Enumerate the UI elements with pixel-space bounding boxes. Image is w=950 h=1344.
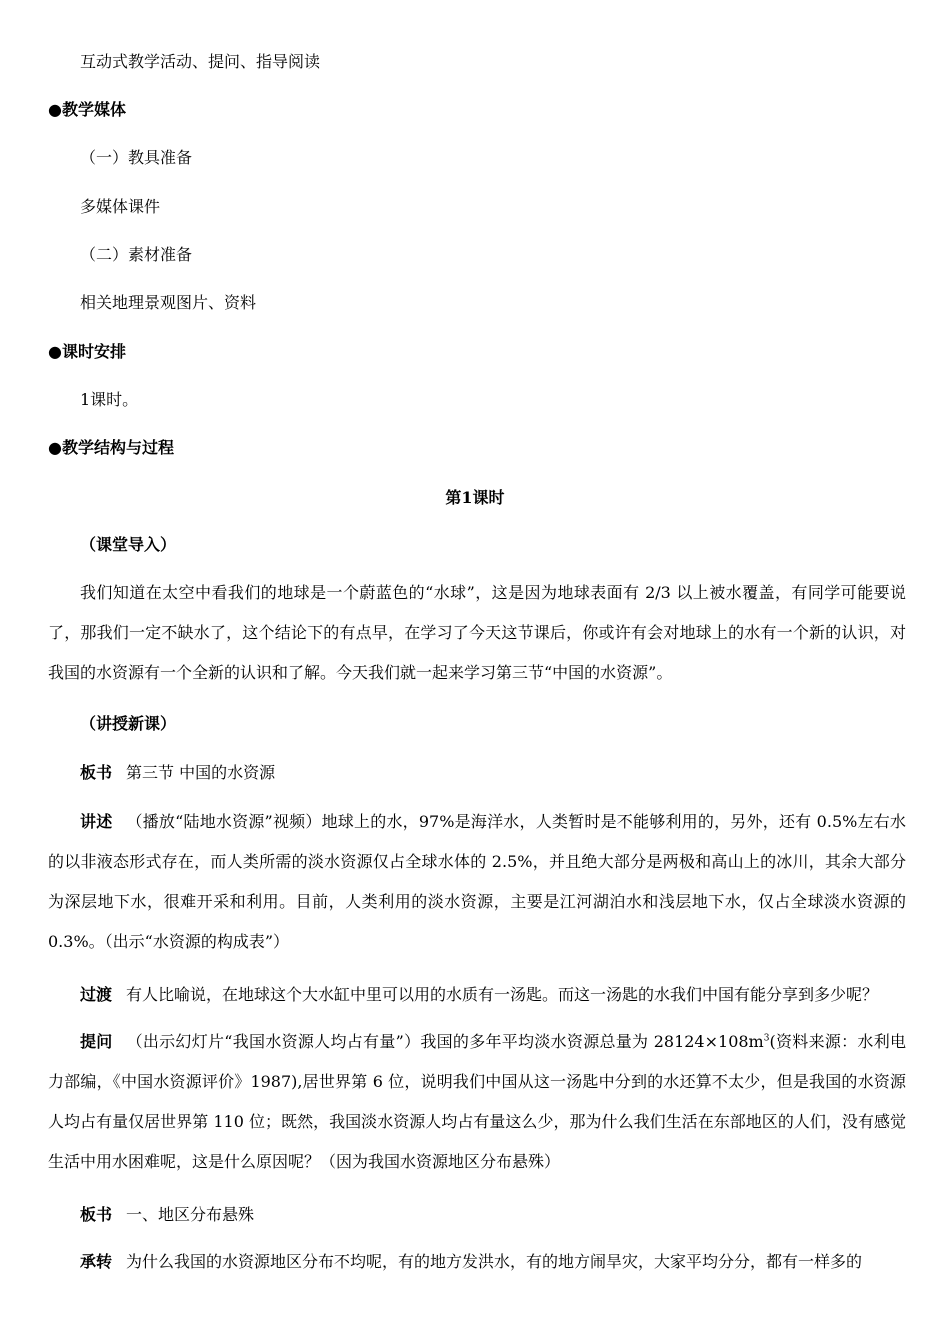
narration-text: （播放“陆地水资源”视频）地球上的水，97%是海洋水，人类暂时是不能够利用的，另外，还有 0.5%左右水的以非液态形式存在，而人类所需的淡水资源仅占全球水体的 2.5%，并且绝大部分是两极和高山上的冰川，其余大部分为深层地下水，很难开采和利用。目前，人类利用的淡水资源，主要是江河湖泊水和浅层地下水，仅占全球淡水资源的 0.3%。（出示“水资源的构成表”） (48, 812, 906, 951)
connect-paragraph (48, 1242, 906, 1282)
question-text-b: (资料来源：水利电力部编，《中国水资源评价》1987),居世界第 6 位，说明我们中国从这一汤匙中分到的水还算不太少，但是我国的水资源人均占有量仅居世界第 110 位；既然，我国淡水资源人均占有量这么少，那为什么我们生活在东部地区的人们，没有感觉生活中用水困难呢，这是什么原因呢？（因为我国水资源地区分布悬殊） (48, 1032, 906, 1171)
transition-keyword: 过渡 (80, 985, 113, 1004)
board-text-2: 一、地区分布悬殊 (126, 1205, 255, 1224)
materials-item: 相关地理景观图片、资料 (80, 293, 257, 312)
connect-text: 为什么我国的水资源地区分布不均呢，有的地方发洪水，有的地方闹旱灾，大家平均分分，都有一样多的 (126, 1252, 863, 1271)
question-paragraph (48, 1022, 906, 1182)
connect-keyword: 承转 (80, 1252, 113, 1271)
teaching-methods-line: 互动式教学活动、提问、指导阅读 (80, 52, 321, 71)
superscript-three: 3 (763, 1033, 770, 1044)
process-heading: ●教学结构与过程 (48, 438, 174, 457)
tools-item: 多媒体课件 (80, 197, 161, 216)
schedule-item: 1课时。 (80, 390, 139, 409)
media-heading: ●教学媒体 (48, 100, 126, 119)
transition-paragraph (48, 975, 906, 1015)
narration-paragraph (48, 802, 906, 962)
narration-keyword: 讲述 (80, 812, 113, 831)
board-text: 第三节 中国的水资源 (126, 763, 276, 782)
intro-paragraph: 我们知道在太空中看我们的地球是一个蔚蓝色的“水球”，这是因为地球表面有 2/3 以上被水覆盖，有同学可能要说了，那我们一定不缺水了，这个结论下的有点早，在学习了今天这节课后，你或许有会对地球上的水有一个新的认识，对我国的水资源有一个全新的认识和了解。今天我们就一起来学习第三节“中国的水资源”。 (48, 583, 906, 682)
board-keyword: 板书 (80, 763, 113, 782)
board-paragraph-2 (48, 1195, 906, 1235)
new-lesson-heading: （讲授新课） (80, 714, 177, 733)
question-text-a: （出示幻灯片“我国水资源人均占有量”）我国的多年平均淡水资源总量为 28124×108m (126, 1032, 764, 1051)
board-keyword-2: 板书 (80, 1205, 113, 1224)
lesson-title: 第1课时 (445, 488, 505, 507)
materials-subheading: （二）素材准备 (80, 245, 193, 264)
question-keyword: 提问 (80, 1032, 113, 1051)
board-paragraph-1 (48, 753, 906, 793)
schedule-heading: ●课时安排 (48, 342, 126, 361)
intro-heading: （课堂导入） (80, 535, 177, 554)
tools-subheading: （一）教具准备 (80, 148, 193, 167)
transition-text: 有人比喻说，在地球这个大水缸中里可以用的水质有一汤匙。而这一汤匙的水我们中国有能分享到多少呢？ (126, 985, 879, 1004)
